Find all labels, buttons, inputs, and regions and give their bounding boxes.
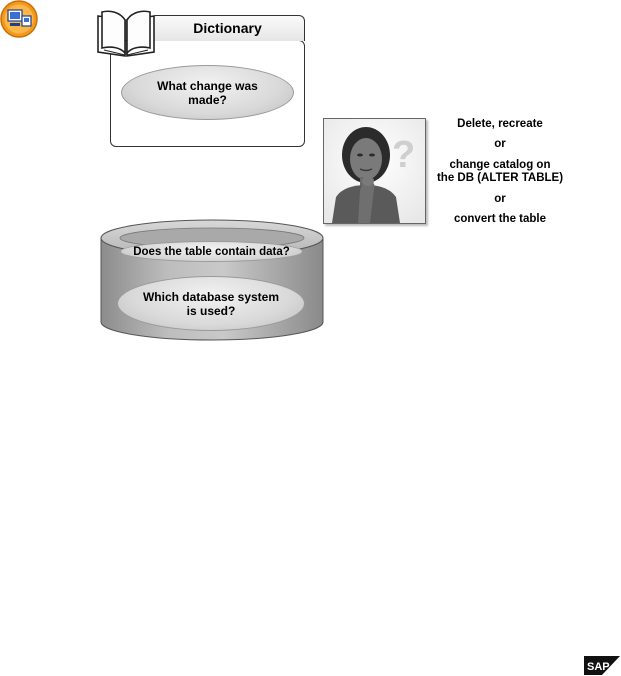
sap-logo [584,656,620,675]
or-label-1: or [494,138,506,150]
or-label-2: or [494,193,506,205]
table-data-question-ellipse: Does the table contain data? [120,241,303,262]
option-convert-table: convert the table [453,213,547,225]
option-alter-table: change catalog on the DB (ALTER TABLE) [436,159,564,184]
computer-training-icon [0,0,38,38]
change-question-ellipse: What change was made? [121,65,294,120]
thinking-woman-photo [323,118,426,224]
sap-logo-text: SAP [587,661,610,673]
open-book-icon [94,8,158,58]
svg-text:?: ? [392,134,416,176]
option-delete-recreate: Delete, recreate [457,118,543,130]
dictionary-title: Dictionary [193,20,262,36]
woman-figure-icon [324,119,425,223]
database-system-question-ellipse: Which database system is used? [117,276,305,331]
